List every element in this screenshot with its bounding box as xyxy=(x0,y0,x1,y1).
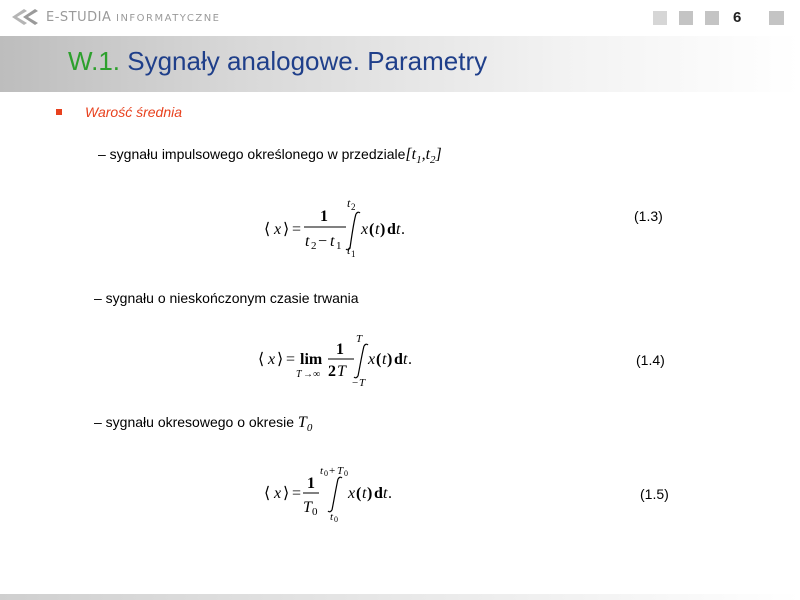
svg-text:): ) xyxy=(387,351,393,368)
svg-text:1: 1 xyxy=(320,208,328,225)
svg-text:.: . xyxy=(388,485,392,502)
nav-prev-button[interactable] xyxy=(679,11,693,25)
svg-text:t: t xyxy=(403,351,408,368)
item-2-line xyxy=(94,290,359,306)
svg-text:T: T xyxy=(359,377,366,389)
svg-text:.: . xyxy=(408,351,412,368)
svg-text:t: t xyxy=(375,221,380,238)
section-heading: Warość średnia xyxy=(85,104,183,120)
formula-1-3 xyxy=(262,194,432,258)
item-3-text: – sygnału okresowego o okresie xyxy=(94,414,295,430)
equation-number-1-3: (1.3) xyxy=(634,208,663,224)
svg-text:.: . xyxy=(401,221,405,238)
nav-squares xyxy=(653,11,731,25)
svg-text:=: = xyxy=(292,485,302,502)
svg-text:t: t xyxy=(382,351,387,368)
logo xyxy=(10,6,221,28)
svg-text:T: T xyxy=(337,465,344,477)
page-number: 6 xyxy=(733,9,742,26)
svg-text:0: 0 xyxy=(344,469,348,478)
svg-text:1: 1 xyxy=(351,249,356,258)
svg-text:1: 1 xyxy=(336,240,342,252)
svg-text:): ) xyxy=(380,221,386,238)
svg-text:⟩: ⟩ xyxy=(283,485,290,502)
svg-text:t: t xyxy=(383,485,388,502)
svg-text:): ) xyxy=(367,485,373,502)
logo-icon xyxy=(10,6,40,28)
svg-text:⟨: ⟨ xyxy=(258,351,265,368)
nav-last-button[interactable] xyxy=(769,11,784,25)
formula-1-5 xyxy=(262,462,432,528)
svg-text:lim: lim xyxy=(300,351,323,368)
svg-text:2: 2 xyxy=(311,240,317,252)
nav-next-button[interactable] xyxy=(705,11,719,25)
svg-text:x: x xyxy=(348,485,356,502)
svg-text:−: − xyxy=(352,377,359,389)
logo-sub-text: INFORMATYCZNE xyxy=(116,12,221,24)
page-title xyxy=(68,46,487,77)
item-1-text: – sygnału impulsowego określonego w przedziale xyxy=(98,146,406,162)
svg-text:t: t xyxy=(396,221,401,238)
svg-text:1: 1 xyxy=(307,475,315,492)
svg-text:→∞: →∞ xyxy=(303,369,321,380)
svg-text:t: t xyxy=(330,511,334,523)
svg-text:(: ( xyxy=(356,485,362,502)
bottom-bar xyxy=(0,594,800,600)
svg-text:(: ( xyxy=(369,221,375,238)
svg-text:2: 2 xyxy=(328,363,336,380)
svg-text:d: d xyxy=(374,485,383,502)
svg-text:t: t xyxy=(347,243,351,257)
svg-text:t: t xyxy=(362,485,367,502)
svg-text:x: x xyxy=(361,221,369,238)
svg-text:t: t xyxy=(320,465,324,477)
logo-main-text: E-STUDIA xyxy=(46,9,112,25)
svg-text:T: T xyxy=(303,499,312,516)
item-1-line xyxy=(98,146,442,166)
svg-text:⟨: ⟨ xyxy=(264,485,271,502)
svg-text:=: = xyxy=(292,221,302,238)
svg-text:⟩: ⟩ xyxy=(277,351,284,368)
svg-text:(: ( xyxy=(376,351,382,368)
svg-text:d: d xyxy=(394,351,403,368)
bullet-square-icon xyxy=(56,109,62,115)
svg-text:t: t xyxy=(330,233,335,250)
svg-text:=: = xyxy=(286,351,296,368)
equation-number-1-5: (1.5) xyxy=(640,486,669,502)
svg-text:x: x xyxy=(274,485,282,502)
svg-text:⟨: ⟨ xyxy=(264,221,271,238)
formula-1-4 xyxy=(256,330,436,390)
svg-text:0: 0 xyxy=(312,506,318,518)
svg-text:t: t xyxy=(305,233,310,250)
period-math: $T_0$ xyxy=(297,414,313,435)
equation-number-1-4: (1.4) xyxy=(636,352,665,368)
item-2-text: – sygnału o nieskończonym czasie trwania xyxy=(94,290,359,306)
svg-text:0: 0 xyxy=(324,469,328,478)
logo-text xyxy=(46,10,221,25)
svg-text:1: 1 xyxy=(336,341,344,358)
svg-text:T: T xyxy=(296,369,302,380)
svg-text:x: x xyxy=(274,221,282,238)
svg-text:−: − xyxy=(318,233,328,250)
svg-text:+: + xyxy=(329,465,336,477)
title-text: Sygnały analogowe. Parametry xyxy=(127,46,488,76)
item-3-line xyxy=(94,414,312,434)
svg-text:T: T xyxy=(337,363,346,380)
svg-text:x: x xyxy=(268,351,276,368)
svg-text:0: 0 xyxy=(334,515,338,524)
svg-text:d: d xyxy=(387,221,396,238)
nav-first-button[interactable] xyxy=(653,11,667,25)
title-number: W.1. xyxy=(68,46,121,76)
svg-text:⟩: ⟩ xyxy=(283,221,290,238)
svg-text:2: 2 xyxy=(351,202,356,212)
svg-text:T: T xyxy=(356,333,363,345)
interval-math: $[t_1,t_2]$ xyxy=(405,146,442,167)
svg-text:x: x xyxy=(368,351,376,368)
svg-text:t: t xyxy=(347,196,351,210)
